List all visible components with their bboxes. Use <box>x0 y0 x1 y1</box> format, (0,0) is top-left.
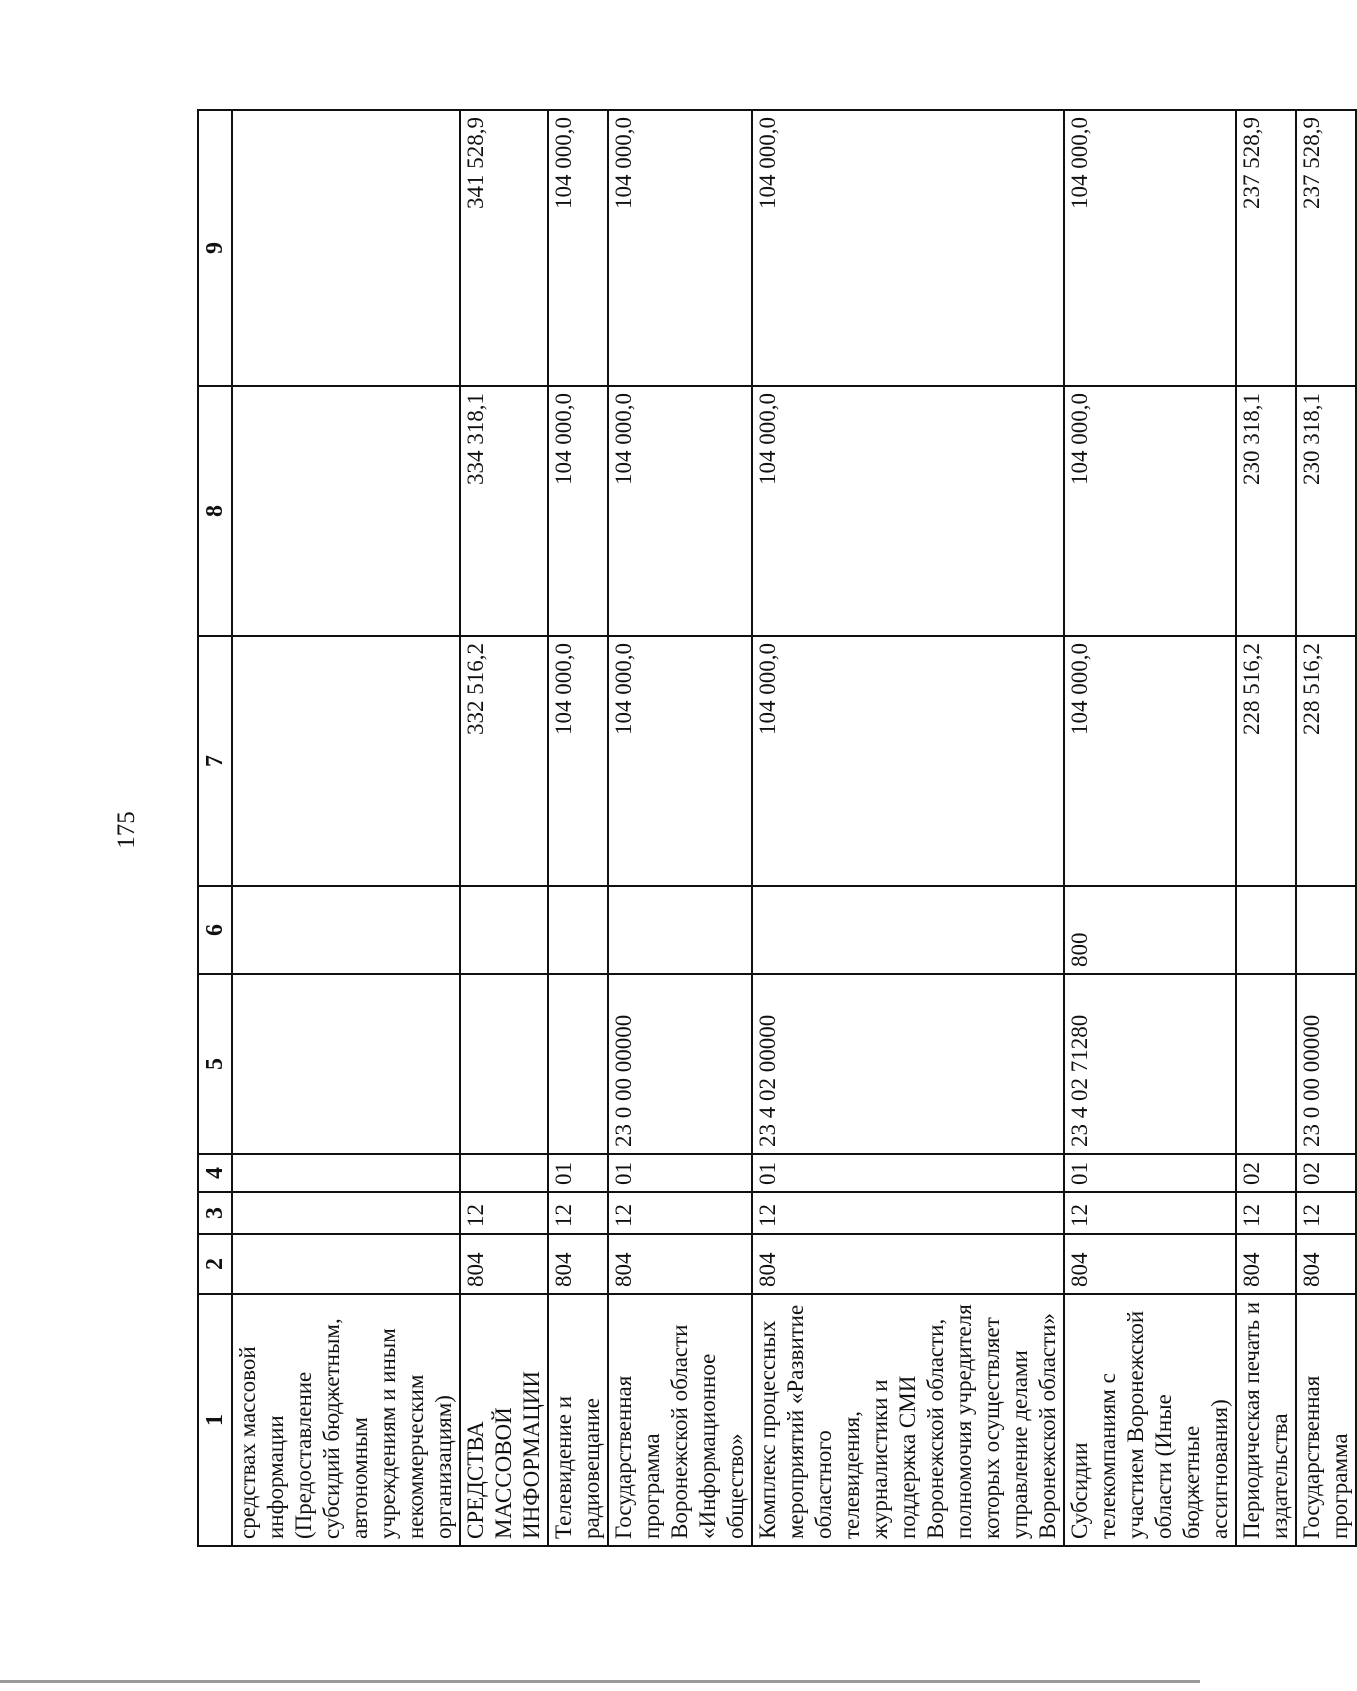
amount-col7-cell: 104 000,0 <box>752 636 1064 886</box>
target-article-cell <box>460 974 548 1154</box>
amount-col8-cell <box>232 386 460 636</box>
amount-col9-cell: 237 528,9 <box>1236 110 1296 386</box>
amount-col8-cell: 230 318,1 <box>1296 386 1356 636</box>
section-cell: 12 <box>1236 1192 1296 1234</box>
budget-table <box>197 109 1357 1547</box>
subsection-cell: 01 <box>548 1154 608 1192</box>
budget-table-rotated <box>197 111 1352 1547</box>
col-header-3: 3 <box>198 1192 232 1234</box>
amount-col8-cell: 104 000,0 <box>752 386 1064 636</box>
subsection-cell: 01 <box>608 1154 752 1192</box>
amount-col7-cell: 104 000,0 <box>1064 636 1236 886</box>
table-row <box>608 110 752 1546</box>
table-row <box>548 110 608 1546</box>
col-header-4: 4 <box>198 1154 232 1192</box>
subsection-cell: 02 <box>1296 1154 1356 1192</box>
admin-code-cell <box>232 1234 460 1294</box>
col-header-8: 8 <box>198 386 232 636</box>
amount-col8-cell: 104 000,0 <box>548 386 608 636</box>
row-name-cell: средствах массовой информации (Предоставление субсидий бюджетным, автономным учреждениям и иным некоммерческим организациям) <box>232 1294 460 1546</box>
expense-type-cell <box>608 886 752 974</box>
amount-col8-cell: 334 318,1 <box>460 386 548 636</box>
expense-type-cell <box>1236 886 1296 974</box>
amount-col9-cell: 104 000,0 <box>752 110 1064 386</box>
amount-col8-cell: 104 000,0 <box>1064 386 1236 636</box>
amount-col9-cell <box>232 110 460 386</box>
subsection-cell <box>460 1154 548 1192</box>
amount-col7-cell: 228 516,2 <box>1236 636 1296 886</box>
subsection-cell: 01 <box>752 1154 1064 1192</box>
section-cell: 12 <box>460 1192 548 1234</box>
admin-code-cell: 804 <box>1064 1234 1236 1294</box>
amount-col8-cell: 104 000,0 <box>608 386 752 636</box>
admin-code-cell: 804 <box>752 1234 1064 1294</box>
table-row <box>1296 110 1356 1546</box>
table-row <box>460 110 548 1546</box>
row-name-cell: Государственная программа <box>1296 1294 1356 1546</box>
section-cell: 12 <box>608 1192 752 1234</box>
section-cell: 12 <box>548 1192 608 1234</box>
amount-col9-cell: 104 000,0 <box>548 110 608 386</box>
table-row <box>232 110 460 1546</box>
section-cell <box>232 1192 460 1234</box>
row-name-cell: Периодическая печать и издательства <box>1236 1294 1296 1546</box>
expense-type-cell <box>232 886 460 974</box>
target-article-cell <box>232 974 460 1154</box>
row-name-cell: Государственная программа Воронежской области «Информационное общество» <box>608 1294 752 1546</box>
amount-col7-cell: 332 516,2 <box>460 636 548 886</box>
section-cell: 12 <box>1064 1192 1236 1234</box>
col-header-1: 1 <box>198 1294 232 1546</box>
col-header-5: 5 <box>198 974 232 1154</box>
page-number: 175 <box>113 811 140 849</box>
admin-code-cell: 804 <box>1236 1234 1296 1294</box>
col-header-6: 6 <box>198 886 232 974</box>
table-row <box>752 110 1064 1546</box>
admin-code-cell: 804 <box>608 1234 752 1294</box>
col-header-2: 2 <box>198 1234 232 1294</box>
target-article-cell <box>1236 974 1296 1154</box>
col-header-7: 7 <box>198 636 232 886</box>
col-header-9: 9 <box>198 110 232 386</box>
target-article-cell: 23 4 02 71280 <box>1064 974 1236 1154</box>
subsection-cell <box>232 1154 460 1192</box>
admin-code-cell: 804 <box>460 1234 548 1294</box>
subsection-cell: 01 <box>1064 1154 1236 1192</box>
admin-code-cell: 804 <box>548 1234 608 1294</box>
row-name-cell: Субсидии телекомпаниям с участием Воронежской области (Иные бюджетные ассигнования) <box>1064 1294 1236 1546</box>
row-name-cell: СРЕДСТВА МАССОВОЙ ИНФОРМАЦИИ <box>460 1294 548 1546</box>
table-row <box>1236 110 1296 1546</box>
expense-type-cell <box>1296 886 1356 974</box>
amount-col8-cell: 230 318,1 <box>1236 386 1296 636</box>
table-row <box>1064 110 1236 1546</box>
scan-edge-line <box>0 1680 1200 1683</box>
expense-type-cell <box>548 886 608 974</box>
target-article-cell: 23 0 00 00000 <box>1296 974 1356 1154</box>
expense-type-cell <box>752 886 1064 974</box>
amount-col9-cell: 104 000,0 <box>1064 110 1236 386</box>
expense-type-cell: 800 <box>1064 886 1236 974</box>
row-name-cell: Телевидение и радиовещание <box>548 1294 608 1546</box>
row-name-cell: Комплекс процессных мероприятий «Развитие областного телевидения, журналистики и поддержка СМИ Воронежской области, полномочия учредителя которых осуществляет управление делами Воронежской области» <box>752 1294 1064 1546</box>
section-cell: 12 <box>1296 1192 1356 1234</box>
amount-col7-cell: 104 000,0 <box>548 636 608 886</box>
amount-col9-cell: 341 528,9 <box>460 110 548 386</box>
amount-col7-cell: 104 000,0 <box>608 636 752 886</box>
subsection-cell: 02 <box>1236 1154 1296 1192</box>
target-article-cell: 23 0 00 00000 <box>608 974 752 1154</box>
admin-code-cell: 804 <box>1296 1234 1356 1294</box>
amount-col9-cell: 237 528,9 <box>1296 110 1356 386</box>
amount-col7-cell <box>232 636 460 886</box>
table-header-row <box>198 110 232 1546</box>
target-article-cell <box>548 974 608 1154</box>
expense-type-cell <box>460 886 548 974</box>
target-article-cell: 23 4 02 00000 <box>752 974 1064 1154</box>
amount-col7-cell: 228 516,2 <box>1296 636 1356 886</box>
section-cell: 12 <box>752 1192 1064 1234</box>
amount-col9-cell: 104 000,0 <box>608 110 752 386</box>
